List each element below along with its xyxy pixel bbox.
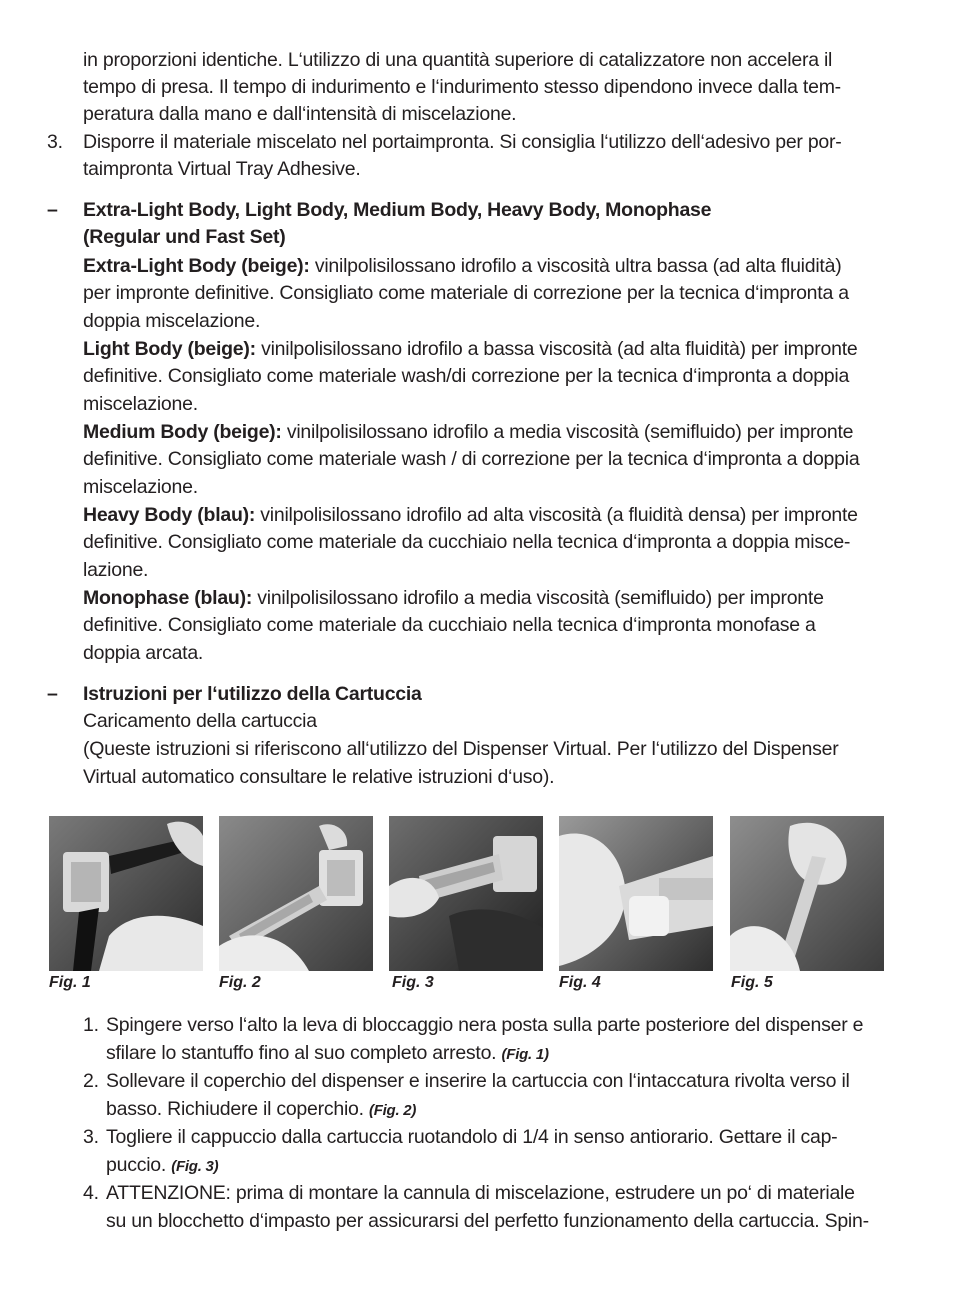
figure-5-label: Fig. 5 xyxy=(731,974,773,991)
figure-5-photo xyxy=(730,816,884,971)
heavy-line-1 xyxy=(83,501,858,529)
extra-light-text: vinilpolisilossano idrofilo a viscosità ultra bassa (ad alta fluidità) xyxy=(309,255,842,277)
step-2-number: 2. xyxy=(83,1070,99,1092)
cartridge-note-line-1: (Queste istruzioni si riferiscono all‘utilizzo del Dispenser Virtual. Per l‘utilizzo del Dispenser xyxy=(83,738,839,760)
step-2-fig-ref: (Fig. 2) xyxy=(368,1102,417,1119)
step-1-number: 1. xyxy=(83,1014,99,1036)
step3-line-1: Disporre il materiale miscelato nel portaimpronta. Si consiglia l‘utilizzo dell‘adesivo per por- xyxy=(83,131,842,153)
extra-light-line-1 xyxy=(83,252,841,280)
light-line-3: miscelazione. xyxy=(83,393,198,415)
light-term: Light Body (beige): xyxy=(83,338,256,360)
products-dash: – xyxy=(47,199,58,221)
step-3-number: 3. xyxy=(83,1126,99,1148)
heavy-line-2: definitive. Consigliato come materiale da cucchiaio nella tecnica d‘impronta a doppia misce- xyxy=(83,531,851,553)
step-4-number: 4. xyxy=(83,1182,99,1204)
medium-term: Medium Body (beige): xyxy=(83,421,282,443)
step-3-fig-ref: (Fig. 3) xyxy=(171,1158,219,1175)
step-2-line-2 xyxy=(106,1095,416,1125)
light-text: vinilpolisilossano idrofilo a bassa viscosità (ad alta fluidità) per impronte xyxy=(255,338,858,360)
products-heading-2: (Regular und Fast Set) xyxy=(83,226,286,248)
step-1-fig-ref: (Fig. 1) xyxy=(501,1046,549,1063)
monophase-text: vinilpolisilossano idrofilo a media viscosità (semifluido) per impronte xyxy=(252,587,824,609)
figure-1-label: Fig. 1 xyxy=(49,974,91,991)
light-line-1 xyxy=(83,335,857,363)
figure-4-photo xyxy=(559,816,713,971)
step-4-line-1: ATTENZIONE: prima di montare la cannula di miscelazione, estrudere un po‘ di materiale xyxy=(106,1182,855,1204)
figure-1-photo xyxy=(49,816,203,971)
step-1-text: sfilare lo stantuffo fino al suo completo arresto. xyxy=(106,1042,502,1064)
extra-light-term: Extra-Light Body (beige): xyxy=(83,255,310,277)
figure-3-label: Fig. 3 xyxy=(392,974,434,991)
intro-line-3: peratura dalla mano e dall‘intensità di miscelazione. xyxy=(83,103,517,125)
cartridge-subheading: Caricamento della cartuccia xyxy=(83,710,317,732)
heavy-text: vinilpolisilossano idrofilo ad alta viscosità (a fluidità densa) per impronte xyxy=(255,504,858,526)
step-1-line-2 xyxy=(106,1039,549,1069)
step-3-line-1: Togliere il cappuccio dalla cartuccia ruotandolo di 1/4 in senso antiorario. Gettare il cap- xyxy=(106,1126,838,1148)
medium-line-2: definitive. Consigliato come materiale wash / di correzione per la tecnica d‘impronta a doppia xyxy=(83,448,860,470)
medium-line-3: miscelazione. xyxy=(83,476,198,498)
products-heading-1: Extra-Light Body, Light Body, Medium Body, Heavy Body, Monophase xyxy=(83,199,712,221)
figure-4-label: Fig. 4 xyxy=(559,974,601,991)
step3-line-2: taimpronta Virtual Tray Adhesive. xyxy=(83,158,361,180)
monophase-line-1 xyxy=(83,584,824,612)
step-2-line-1: Sollevare il coperchio del dispenser e inserire la cartuccia con l‘intaccatura rivolta verso il xyxy=(106,1070,850,1092)
medium-text: vinilpolisilossano idrofilo a media viscosità (semifluido) per impronte xyxy=(281,421,854,443)
medium-line-1 xyxy=(83,418,853,446)
step3-number: 3. xyxy=(47,131,63,153)
monophase-line-3: doppia arcata. xyxy=(83,642,204,664)
figure-2-photo xyxy=(219,816,373,971)
cartridge-note-line-2: Virtual automatico consultare le relative istruzioni d‘uso). xyxy=(83,766,555,788)
intro-line-2: tempo di presa. Il tempo di indurimento e l‘indurimento stesso dipendono invece dalla tem- xyxy=(83,76,841,98)
extra-light-line-2: per impronte definitive. Consigliato come materiale di correzione per la tecnica d‘impronta a xyxy=(83,282,849,304)
figure-3-photo xyxy=(389,816,543,971)
step-3-text: puccio. xyxy=(106,1154,172,1176)
step-1-line-1: Spingere verso l‘alto la leva di bloccaggio nera posta sulla parte posteriore del dispenser e xyxy=(106,1014,864,1036)
light-line-2: definitive. Consigliato come materiale wash/di correzione per la tecnica d‘impronta a doppia xyxy=(83,365,850,387)
monophase-term: Monophase (blau): xyxy=(83,587,253,609)
step-4-line-2: su un blocchetto d‘impasto per assicurarsi del perfetto funzionamento della cartuccia. Spin- xyxy=(106,1210,869,1232)
heavy-line-3: lazione. xyxy=(83,559,149,581)
step-2-text: basso. Richiudere il coperchio. xyxy=(106,1098,369,1120)
heavy-term: Heavy Body (blau): xyxy=(83,504,256,526)
cartridge-heading: Istruzioni per l‘utilizzo della Cartuccia xyxy=(83,683,422,705)
figure-2-label: Fig. 2 xyxy=(219,974,261,991)
step-3-line-2 xyxy=(106,1151,218,1181)
cartridge-dash: – xyxy=(47,683,58,705)
monophase-line-2: definitive. Consigliato come materiale da cucchiaio nella tecnica d‘impronta monofase a xyxy=(83,614,816,636)
extra-light-line-3: doppia miscelazione. xyxy=(83,310,261,332)
intro-line-1: in proporzioni identiche. L‘utilizzo di una quantità superiore di catalizzatore non accelera il xyxy=(83,49,833,71)
